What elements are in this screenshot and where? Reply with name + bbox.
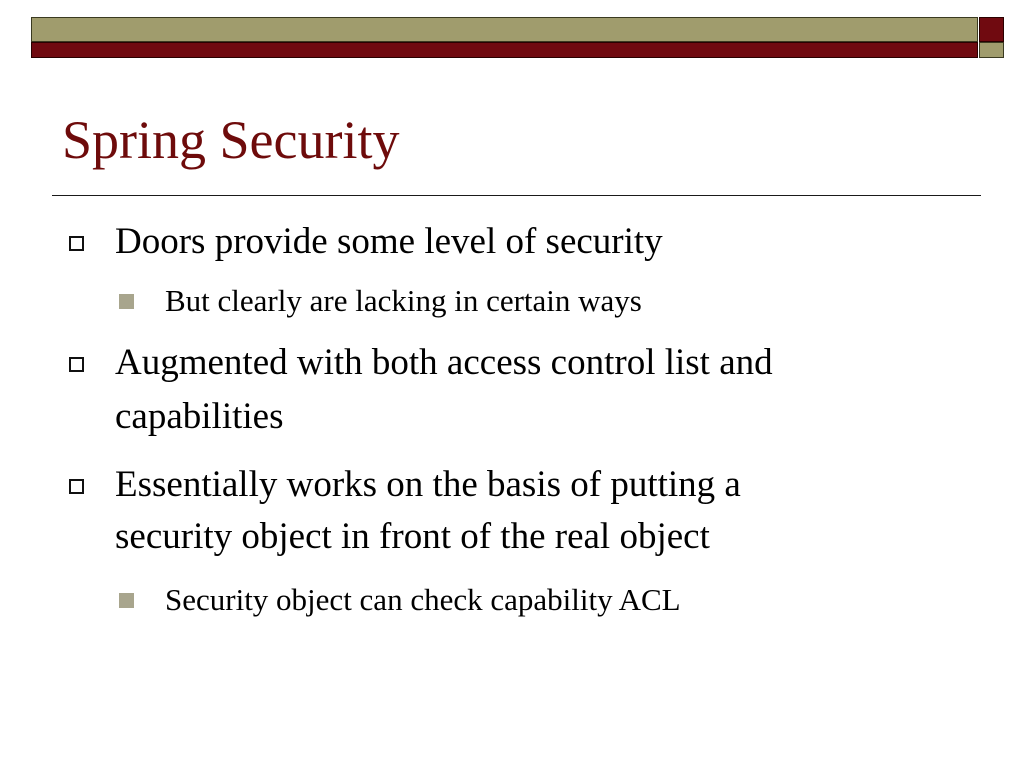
bullet-item: Doors provide some level of security [115, 221, 663, 262]
filled-square-bullet-icon [119, 294, 134, 309]
bullet-item-continuation: capabilities [115, 396, 284, 437]
hollow-square-bullet-icon [69, 479, 84, 494]
bullet-item: Augmented with both access control list and [115, 342, 773, 383]
filled-square-bullet-icon [119, 593, 134, 608]
sub-bullet-item: But clearly are lacking in certain ways [165, 283, 642, 318]
bullet-item: Essentially works on the basis of putting a [115, 464, 741, 505]
sub-bullet-item: Security object can check capability ACL [165, 582, 681, 617]
slide-title: Spring Security [62, 110, 400, 170]
hollow-square-bullet-icon [69, 236, 84, 251]
hollow-square-bullet-icon [69, 357, 84, 372]
bullet-item-continuation: security object in front of the real object [115, 516, 710, 557]
